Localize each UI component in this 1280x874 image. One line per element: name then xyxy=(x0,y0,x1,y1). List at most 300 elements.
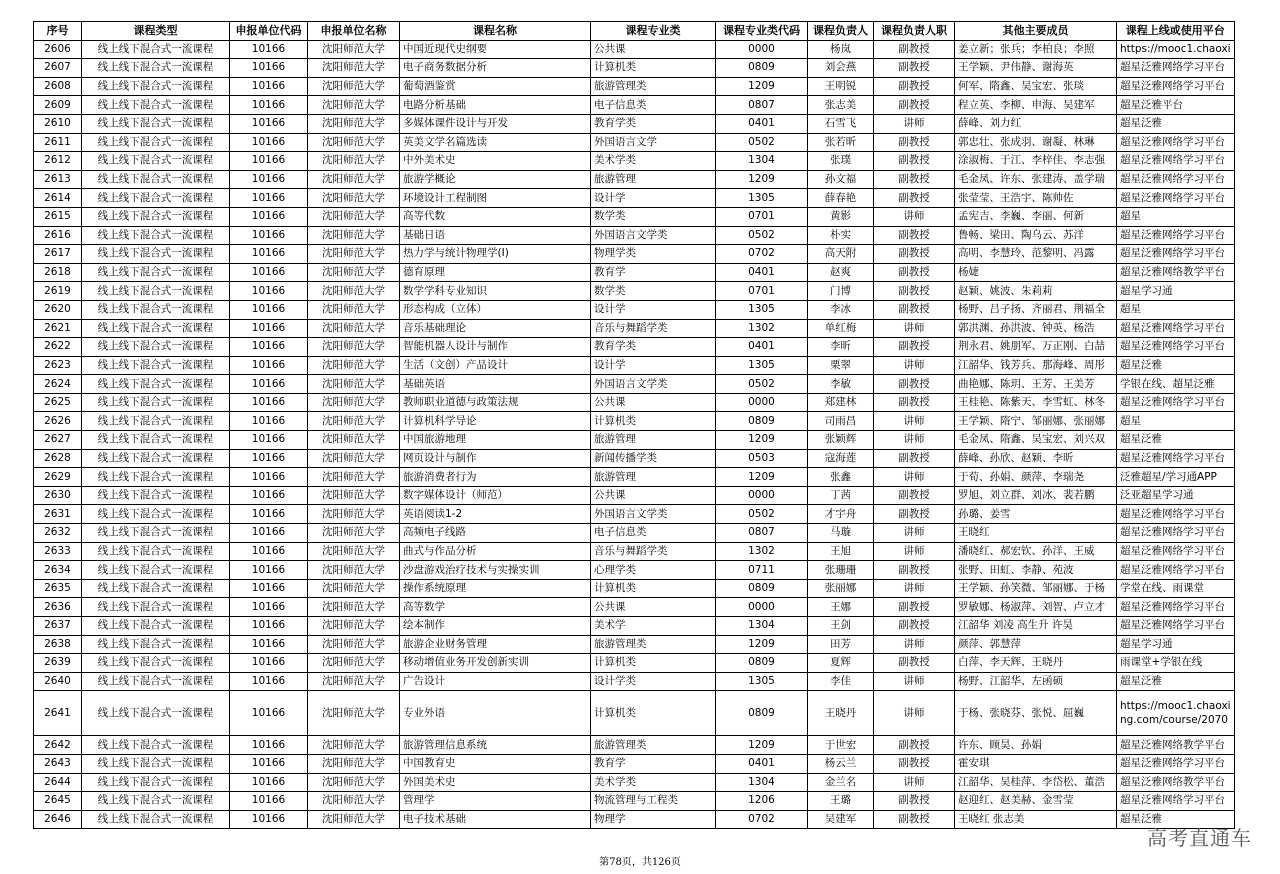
cell-unit-code: 10166 xyxy=(230,300,308,319)
cell-unit-name: 沈阳师范大学 xyxy=(308,561,400,580)
table-row xyxy=(34,561,1235,580)
table-row xyxy=(34,207,1235,226)
cell-leader: 张颖辉 xyxy=(808,431,874,450)
cell-platform: 超星泛雅 xyxy=(1117,810,1235,829)
cell-unit-name: 沈阳师范大学 xyxy=(308,282,400,301)
cell-major-code: 0502 xyxy=(716,133,808,152)
cell-course-name: 电路分析基础 xyxy=(400,96,591,115)
cell-seq: 2621 xyxy=(34,319,82,338)
cell-leader: 司雨昌 xyxy=(808,412,874,431)
cell-unit-name: 沈阳师范大学 xyxy=(308,617,400,636)
cell-course-type: 线上线下混合式一流课程 xyxy=(82,431,230,450)
header-course-name: 课程名称 xyxy=(400,22,591,41)
cell-major-code: 1305 xyxy=(716,356,808,375)
cell-major-category: 音乐与舞蹈学类 xyxy=(591,542,716,561)
cell-unit-name: 沈阳师范大学 xyxy=(308,468,400,487)
cell-platform: 超星泛雅网络学习平台 xyxy=(1117,598,1235,617)
cell-course-type: 线上线下混合式一流课程 xyxy=(82,319,230,338)
cell-unit-code: 10166 xyxy=(230,754,308,773)
cell-major-code: 0401 xyxy=(716,263,808,282)
cell-course-name: 基础英语 xyxy=(400,375,591,394)
cell-unit-code: 10166 xyxy=(230,96,308,115)
cell-leader-title: 副教授 xyxy=(874,226,955,245)
watermark-text: 高考直通车 xyxy=(1147,826,1252,850)
cell-platform: 超星泛雅平台 xyxy=(1117,96,1235,115)
cell-unit-code: 10166 xyxy=(230,152,308,171)
cell-major-code: 0701 xyxy=(716,207,808,226)
cell-unit-code: 10166 xyxy=(230,412,308,431)
cell-seq: 2623 xyxy=(34,356,82,375)
cell-leader: 黄影 xyxy=(808,207,874,226)
cell-course-type: 线上线下混合式一流课程 xyxy=(82,412,230,431)
cell-seq: 2645 xyxy=(34,792,82,811)
cell-course-name: 绘本制作 xyxy=(400,617,591,636)
table-row xyxy=(34,375,1235,394)
cell-unit-name: 沈阳师范大学 xyxy=(308,691,400,736)
cell-course-type: 线上线下混合式一流课程 xyxy=(82,561,230,580)
cell-major-category: 美术学类 xyxy=(591,773,716,792)
cell-course-name: 德育原理 xyxy=(400,263,591,282)
cell-members: 罗敏娜、杨淑萍、刘智、卢立才 xyxy=(955,598,1117,617)
cell-leader-title: 副教授 xyxy=(874,263,955,282)
cell-unit-name: 沈阳师范大学 xyxy=(308,412,400,431)
cell-course-type: 线上线下混合式一流课程 xyxy=(82,810,230,829)
cell-leader: 赵爽 xyxy=(808,263,874,282)
cell-major-code: 0502 xyxy=(716,226,808,245)
cell-leader: 寇海莲 xyxy=(808,449,874,468)
cell-major-code: 0809 xyxy=(716,654,808,673)
table-row xyxy=(34,226,1235,245)
cell-course-name: 数字媒体设计（师范） xyxy=(400,486,591,505)
cell-unit-code: 10166 xyxy=(230,207,308,226)
cell-major-code: 1305 xyxy=(716,189,808,208)
table-row xyxy=(34,449,1235,468)
cell-course-type: 线上线下混合式一流课程 xyxy=(82,170,230,189)
cell-platform: 超星泛雅 xyxy=(1117,431,1235,450)
cell-major-category: 公共课 xyxy=(591,40,716,59)
cell-seq: 2614 xyxy=(34,189,82,208)
cell-course-name: 形态构成（立体） xyxy=(400,300,591,319)
cell-unit-code: 10166 xyxy=(230,77,308,96)
cell-major-category: 计算机类 xyxy=(591,412,716,431)
cell-leader: 高天附 xyxy=(808,245,874,264)
cell-leader: 金兰名 xyxy=(808,773,874,792)
cell-course-name: 葡萄酒鉴赏 xyxy=(400,77,591,96)
cell-members: 荆永君、姚朋军、万正刚、白喆 xyxy=(955,338,1117,357)
cell-seq: 2636 xyxy=(34,598,82,617)
table-row xyxy=(34,59,1235,78)
table-row xyxy=(34,654,1235,673)
cell-major-category: 新闻传播学类 xyxy=(591,449,716,468)
cell-course-type: 线上线下混合式一流课程 xyxy=(82,114,230,133)
cell-unit-name: 沈阳师范大学 xyxy=(308,207,400,226)
cell-platform: 雨课堂+学银在线 xyxy=(1117,654,1235,673)
cell-unit-name: 沈阳师范大学 xyxy=(308,524,400,543)
cell-leader-title: 讲师 xyxy=(874,431,955,450)
cell-seq: 2643 xyxy=(34,754,82,773)
cell-unit-name: 沈阳师范大学 xyxy=(308,133,400,152)
table-row xyxy=(34,773,1235,792)
cell-platform: 泛亚超星学习通 xyxy=(1117,486,1235,505)
cell-leader: 杨岚 xyxy=(808,40,874,59)
cell-leader-title: 讲师 xyxy=(874,114,955,133)
cell-leader-title: 副教授 xyxy=(874,338,955,357)
cell-seq: 2613 xyxy=(34,170,82,189)
table-row xyxy=(34,579,1235,598)
cell-course-name: 生活（文创）产品设计 xyxy=(400,356,591,375)
cell-platform: 超星泛雅网络教学平台 xyxy=(1117,263,1235,282)
header-seq: 序号 xyxy=(34,22,82,41)
cell-course-type: 线上线下混合式一流课程 xyxy=(82,691,230,736)
table-row xyxy=(34,505,1235,524)
cell-course-name: 移动增值业务开发创新实训 xyxy=(400,654,591,673)
cell-unit-code: 10166 xyxy=(230,133,308,152)
cell-platform: 超星学习通 xyxy=(1117,282,1235,301)
cell-major-category: 旅游管理类 xyxy=(591,736,716,755)
cell-course-type: 线上线下混合式一流课程 xyxy=(82,96,230,115)
cell-seq: 2634 xyxy=(34,561,82,580)
cell-unit-code: 10166 xyxy=(230,598,308,617)
cell-unit-code: 10166 xyxy=(230,282,308,301)
cell-leader-title: 讲师 xyxy=(874,468,955,487)
cell-unit-name: 沈阳师范大学 xyxy=(308,356,400,375)
cell-platform: https://mooc1.chaoxi xyxy=(1117,40,1235,59)
cell-major-category: 计算机类 xyxy=(591,59,716,78)
cell-course-name: 外国美术史 xyxy=(400,773,591,792)
cell-seq: 2629 xyxy=(34,468,82,487)
cell-platform: 超星泛雅网络学习平台 xyxy=(1117,319,1235,338)
cell-seq: 2638 xyxy=(34,635,82,654)
cell-platform: 超星泛雅网络学习平台 xyxy=(1117,226,1235,245)
cell-course-name: 旅游学概论 xyxy=(400,170,591,189)
table-row xyxy=(34,736,1235,755)
cell-members: 杨婕 xyxy=(955,263,1117,282)
cell-unit-code: 10166 xyxy=(230,59,308,78)
cell-major-code: 0701 xyxy=(716,282,808,301)
cell-leader-title: 副教授 xyxy=(874,810,955,829)
cell-platform: 超星泛雅网络学习平台 xyxy=(1117,449,1235,468)
table-row xyxy=(34,114,1235,133)
cell-course-name: 广告设计 xyxy=(400,672,591,691)
cell-unit-name: 沈阳师范大学 xyxy=(308,263,400,282)
cell-seq: 2612 xyxy=(34,152,82,171)
cell-major-category: 物理学类 xyxy=(591,245,716,264)
cell-course-type: 线上线下混合式一流课程 xyxy=(82,40,230,59)
cell-course-type: 线上线下混合式一流课程 xyxy=(82,672,230,691)
cell-leader-title: 副教授 xyxy=(874,77,955,96)
cell-course-name: 旅游消费者行为 xyxy=(400,468,591,487)
cell-course-name: 数学学科专业知识 xyxy=(400,282,591,301)
cell-course-name: 英语阅读1-2 xyxy=(400,505,591,524)
table-row xyxy=(34,754,1235,773)
cell-major-code: 1304 xyxy=(716,152,808,171)
cell-major-code: 0503 xyxy=(716,449,808,468)
cell-leader-title: 副教授 xyxy=(874,736,955,755)
cell-leader: 王璐 xyxy=(808,792,874,811)
cell-platform: 超星 xyxy=(1117,412,1235,431)
cell-leader: 李佳 xyxy=(808,672,874,691)
cell-major-code: 1209 xyxy=(716,77,808,96)
cell-platform: 超星泛雅网络学习平台 xyxy=(1117,245,1235,264)
cell-major-code: 1304 xyxy=(716,773,808,792)
cell-course-type: 线上线下混合式一流课程 xyxy=(82,226,230,245)
cell-platform: 超星泛雅网络学习平台 xyxy=(1117,617,1235,636)
cell-major-category: 物流管理与工程类 xyxy=(591,792,716,811)
cell-major-category: 旅游管理类 xyxy=(591,77,716,96)
cell-seq: 2641 xyxy=(34,691,82,736)
cell-leader-title: 副教授 xyxy=(874,40,955,59)
cell-course-type: 线上线下混合式一流课程 xyxy=(82,263,230,282)
cell-leader: 张若昕 xyxy=(808,133,874,152)
table-row xyxy=(34,40,1235,59)
cell-leader: 薛春艳 xyxy=(808,189,874,208)
cell-platform: 超星泛雅网络教学平台 xyxy=(1117,773,1235,792)
cell-course-type: 线上线下混合式一流课程 xyxy=(82,189,230,208)
cell-seq: 2637 xyxy=(34,617,82,636)
cell-unit-name: 沈阳师范大学 xyxy=(308,393,400,412)
cell-course-name: 环境设计工程制图 xyxy=(400,189,591,208)
cell-major-code: 1209 xyxy=(716,431,808,450)
cell-unit-code: 10166 xyxy=(230,691,308,736)
cell-leader-title: 副教授 xyxy=(874,505,955,524)
cell-unit-name: 沈阳师范大学 xyxy=(308,300,400,319)
cell-leader: 张丽娜 xyxy=(808,579,874,598)
cell-major-code: 1209 xyxy=(716,468,808,487)
cell-leader-title: 讲师 xyxy=(874,773,955,792)
cell-seq: 2611 xyxy=(34,133,82,152)
cell-course-name: 电子技术基础 xyxy=(400,810,591,829)
table-row xyxy=(34,338,1235,357)
cell-leader-title: 副教授 xyxy=(874,152,955,171)
cell-unit-name: 沈阳师范大学 xyxy=(308,77,400,96)
table-row xyxy=(34,542,1235,561)
table-row xyxy=(34,170,1235,189)
cell-platform: 超星学习通 xyxy=(1117,635,1235,654)
cell-course-type: 线上线下混合式一流课程 xyxy=(82,77,230,96)
cell-course-type: 线上线下混合式一流课程 xyxy=(82,736,230,755)
cell-major-code: 0502 xyxy=(716,505,808,524)
cell-unit-code: 10166 xyxy=(230,431,308,450)
cell-course-type: 线上线下混合式一流课程 xyxy=(82,133,230,152)
cell-unit-name: 沈阳师范大学 xyxy=(308,579,400,598)
cell-leader: 李昕 xyxy=(808,338,874,357)
cell-seq: 2627 xyxy=(34,431,82,450)
cell-course-type: 线上线下混合式一流课程 xyxy=(82,486,230,505)
header-unit-name: 申报单位名称 xyxy=(308,22,400,41)
cell-seq: 2633 xyxy=(34,542,82,561)
cell-major-category: 计算机类 xyxy=(591,579,716,598)
cell-members: 郭忠壮、张成羽、谢凝、林琳 xyxy=(955,133,1117,152)
cell-members: 赵颖、姚波、朱莉莉 xyxy=(955,282,1117,301)
cell-course-type: 线上线下混合式一流课程 xyxy=(82,635,230,654)
cell-members: 何军、隋鑫、吴宝宏、张琰 xyxy=(955,77,1117,96)
cell-members: 颜萍、郭慧萍 xyxy=(955,635,1117,654)
cell-unit-code: 10166 xyxy=(230,468,308,487)
table-row xyxy=(34,468,1235,487)
cell-leader: 才宇舟 xyxy=(808,505,874,524)
cell-major-code: 0809 xyxy=(716,579,808,598)
cell-unit-code: 10166 xyxy=(230,245,308,264)
cell-major-code: 0000 xyxy=(716,393,808,412)
cell-leader: 夏辉 xyxy=(808,654,874,673)
table-row xyxy=(34,617,1235,636)
cell-major-category: 外国语言文学类 xyxy=(591,375,716,394)
cell-platform: 超星泛雅网络学习平台 xyxy=(1117,542,1235,561)
cell-platform: 超星泛雅网络学习平台 xyxy=(1117,133,1235,152)
cell-platform: 超星泛雅网络学习平台 xyxy=(1117,792,1235,811)
cell-major-category: 计算机类 xyxy=(591,654,716,673)
cell-platform: 超星泛雅 xyxy=(1117,356,1235,375)
cell-unit-code: 10166 xyxy=(230,524,308,543)
cell-leader-title: 讲师 xyxy=(874,635,955,654)
cell-unit-name: 沈阳师范大学 xyxy=(308,654,400,673)
cell-major-code: 0401 xyxy=(716,754,808,773)
cell-major-category: 数学类 xyxy=(591,207,716,226)
cell-unit-code: 10166 xyxy=(230,189,308,208)
cell-course-type: 线上线下混合式一流课程 xyxy=(82,542,230,561)
cell-unit-code: 10166 xyxy=(230,654,308,673)
header-leader: 课程负责人 xyxy=(808,22,874,41)
cell-leader-title: 讲师 xyxy=(874,672,955,691)
table-row xyxy=(34,810,1235,829)
cell-seq: 2626 xyxy=(34,412,82,431)
cell-leader: 张珊珊 xyxy=(808,561,874,580)
cell-major-category: 公共课 xyxy=(591,486,716,505)
cell-course-name: 操作系统原理 xyxy=(400,579,591,598)
cell-leader-title: 副教授 xyxy=(874,96,955,115)
cell-unit-code: 10166 xyxy=(230,226,308,245)
cell-course-name: 智能机器人设计与制作 xyxy=(400,338,591,357)
cell-unit-code: 10166 xyxy=(230,810,308,829)
header-leader-title: 课程负责人职 xyxy=(874,22,955,41)
cell-members: 毛金凤、许东、张建涛、盖学瑞 xyxy=(955,170,1117,189)
cell-major-category: 设计学 xyxy=(591,189,716,208)
cell-leader: 丁茜 xyxy=(808,486,874,505)
cell-unit-name: 沈阳师范大学 xyxy=(308,40,400,59)
cell-course-name: 管理学 xyxy=(400,792,591,811)
cell-unit-code: 10166 xyxy=(230,736,308,755)
cell-leader-title: 副教授 xyxy=(874,189,955,208)
cell-major-category: 心理学类 xyxy=(591,561,716,580)
cell-course-type: 线上线下混合式一流课程 xyxy=(82,245,230,264)
cell-seq: 2606 xyxy=(34,40,82,59)
cell-seq: 2615 xyxy=(34,207,82,226)
cell-major-code: 1305 xyxy=(716,672,808,691)
header-members: 其他主要成员 xyxy=(955,22,1117,41)
cell-unit-name: 沈阳师范大学 xyxy=(308,810,400,829)
cell-members: 姜立新；张兵；李柏良；李照 xyxy=(955,40,1117,59)
header-unit-code: 申报单位代码 xyxy=(230,22,308,41)
cell-unit-code: 10166 xyxy=(230,393,308,412)
cell-unit-code: 10166 xyxy=(230,542,308,561)
cell-major-category: 旅游管理 xyxy=(591,431,716,450)
cell-unit-name: 沈阳师范大学 xyxy=(308,375,400,394)
cell-course-name: 专业外语 xyxy=(400,691,591,736)
cell-leader: 马璇 xyxy=(808,524,874,543)
cell-course-type: 线上线下混合式一流课程 xyxy=(82,207,230,226)
cell-unit-name: 沈阳师范大学 xyxy=(308,635,400,654)
cell-major-category: 美术学类 xyxy=(591,152,716,171)
cell-members: 罗旭、刘立群、刘冰、裴若鹏 xyxy=(955,486,1117,505)
cell-major-code: 0502 xyxy=(716,375,808,394)
cell-members: 许东、顾昊、孙娟 xyxy=(955,736,1117,755)
cell-platform: 超星 xyxy=(1117,300,1235,319)
cell-platform: 超星泛雅网络学习平台 xyxy=(1117,77,1235,96)
table-row xyxy=(34,319,1235,338)
cell-members: 杨野、吕子扬、齐丽君、荆福全 xyxy=(955,300,1117,319)
header-major-category: 课程专业类 xyxy=(591,22,716,41)
cell-leader: 王娜 xyxy=(808,598,874,617)
cell-leader: 于世宏 xyxy=(808,736,874,755)
cell-unit-code: 10166 xyxy=(230,672,308,691)
cell-leader: 栗翠 xyxy=(808,356,874,375)
cell-major-category: 教育学 xyxy=(591,263,716,282)
cell-course-name: 旅游管理信息系统 xyxy=(400,736,591,755)
cell-course-name: 中国旅游地理 xyxy=(400,431,591,450)
cell-members: 鲁畅、梁田、陶乌云、苏洋 xyxy=(955,226,1117,245)
cell-major-category: 音乐与舞蹈学类 xyxy=(591,319,716,338)
cell-course-type: 线上线下混合式一流课程 xyxy=(82,468,230,487)
cell-course-type: 线上线下混合式一流课程 xyxy=(82,282,230,301)
cell-leader-title: 副教授 xyxy=(874,282,955,301)
cell-unit-code: 10166 xyxy=(230,263,308,282)
cell-members: 赵迎红、赵美赫、金雪莹 xyxy=(955,792,1117,811)
cell-unit-name: 沈阳师范大学 xyxy=(308,170,400,189)
cell-seq: 2620 xyxy=(34,300,82,319)
cell-leader: 张志美 xyxy=(808,96,874,115)
cell-leader-title: 副教授 xyxy=(874,792,955,811)
cell-unit-name: 沈阳师范大学 xyxy=(308,672,400,691)
cell-major-code: 1304 xyxy=(716,617,808,636)
cell-leader: 朴实 xyxy=(808,226,874,245)
cell-course-name: 英美文学名篇选读 xyxy=(400,133,591,152)
cell-major-code: 1206 xyxy=(716,792,808,811)
cell-course-name: 热力学与统计物理学(I) xyxy=(400,245,591,264)
cell-members: 王学颖、孙笑微、邹丽娜、于杨 xyxy=(955,579,1117,598)
cell-members: 江韶华、钱芳兵、那海峰、周彤 xyxy=(955,356,1117,375)
cell-major-category: 教育学类 xyxy=(591,114,716,133)
cell-members: 涂淑梅、于江、李梓佳、李志强 xyxy=(955,152,1117,171)
table-row xyxy=(34,263,1235,282)
cell-unit-code: 10166 xyxy=(230,114,308,133)
header-course-type: 课程类型 xyxy=(82,22,230,41)
cell-unit-code: 10166 xyxy=(230,375,308,394)
cell-leader-title: 副教授 xyxy=(874,170,955,189)
cell-seq: 2631 xyxy=(34,505,82,524)
cell-seq: 2617 xyxy=(34,245,82,264)
cell-members: 高明、李慧玲、范黎明、冯露 xyxy=(955,245,1117,264)
cell-unit-name: 沈阳师范大学 xyxy=(308,152,400,171)
cell-major-code: 1209 xyxy=(716,635,808,654)
cell-leader: 张鑫 xyxy=(808,468,874,487)
cell-leader-title: 副教授 xyxy=(874,449,955,468)
cell-platform: https://mooc1.chaoxing.com/course/2070 xyxy=(1117,691,1235,736)
cell-course-type: 线上线下混合式一流课程 xyxy=(82,754,230,773)
cell-seq: 2610 xyxy=(34,114,82,133)
cell-leader-title: 副教授 xyxy=(874,754,955,773)
cell-course-name: 高等数学 xyxy=(400,598,591,617)
table-row xyxy=(34,635,1235,654)
cell-leader: 王剑 xyxy=(808,617,874,636)
cell-major-category: 物理学 xyxy=(591,810,716,829)
cell-members: 于杨、张晓芬、张悦、屈巍 xyxy=(955,691,1117,736)
cell-course-type: 线上线下混合式一流课程 xyxy=(82,773,230,792)
cell-platform: 超星泛雅网络学习平台 xyxy=(1117,152,1235,171)
cell-course-type: 线上线下混合式一流课程 xyxy=(82,524,230,543)
cell-course-name: 教师职业道德与政策法规 xyxy=(400,393,591,412)
cell-leader: 郑建林 xyxy=(808,393,874,412)
cell-major-code: 0000 xyxy=(716,40,808,59)
